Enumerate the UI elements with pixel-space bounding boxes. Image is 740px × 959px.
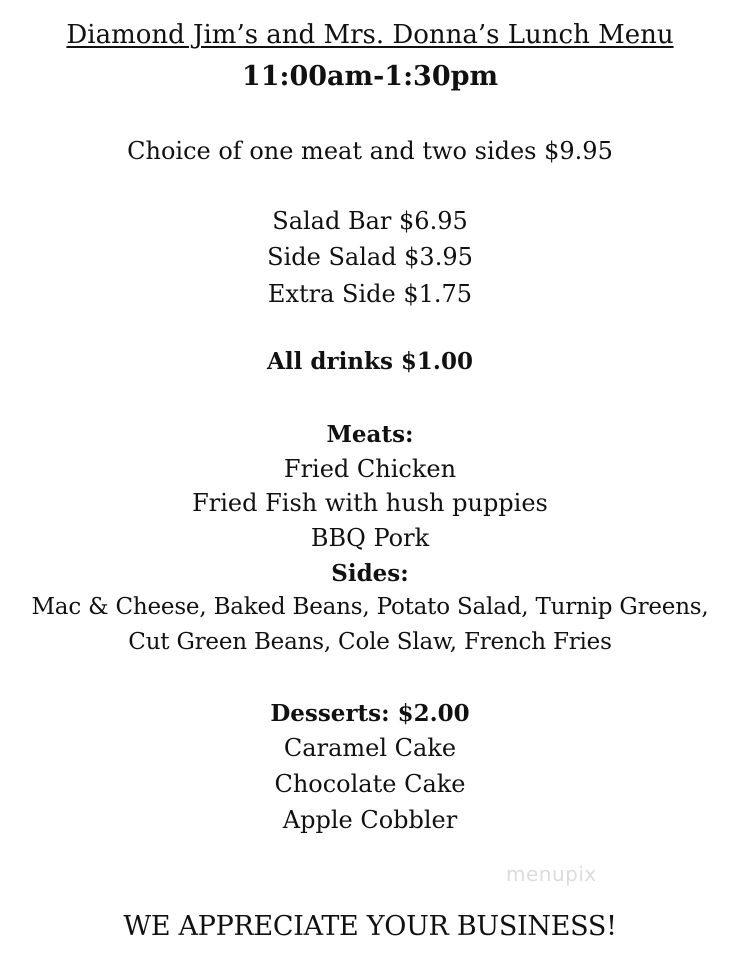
dessert-item: Caramel Cake	[283, 734, 457, 762]
price-item: Side Salad $3.95	[267, 243, 473, 271]
price-item: Salad Bar $6.95	[272, 207, 468, 235]
combo-price: Choice of one meat and two sides $9.95	[127, 137, 613, 165]
dessert-item: Apple Cobbler	[282, 806, 458, 834]
desserts-heading: Desserts: $2.00	[270, 700, 470, 727]
meat-item: BBQ Pork	[310, 524, 430, 552]
sides-list-line: Mac & Cheese, Baked Beans, Potato Salad, Turnip Greens,	[31, 594, 709, 620]
meat-item: Fried Fish with hush puppies	[192, 489, 548, 517]
price-item: Extra Side $1.75	[267, 280, 473, 308]
sides-heading: Sides:	[331, 560, 409, 587]
sides-list-line: Cut Green Beans, Cole Slaw, French Fries	[128, 629, 612, 655]
menu-hours: 11:00am-1:30pm	[241, 61, 499, 92]
footer-thanks: WE APPRECIATE YOUR BUSINESS!	[123, 911, 617, 942]
meats-heading: Meats:	[326, 421, 414, 448]
menu-title: Diamond Jim’s and Mrs. Donna’s Lunch Menu	[66, 20, 674, 50]
menupix-watermark: menupix	[506, 862, 597, 886]
meat-item: Fried Chicken	[283, 455, 457, 483]
dessert-item: Chocolate Cake	[274, 770, 466, 798]
drinks-price: All drinks $1.00	[267, 348, 473, 375]
